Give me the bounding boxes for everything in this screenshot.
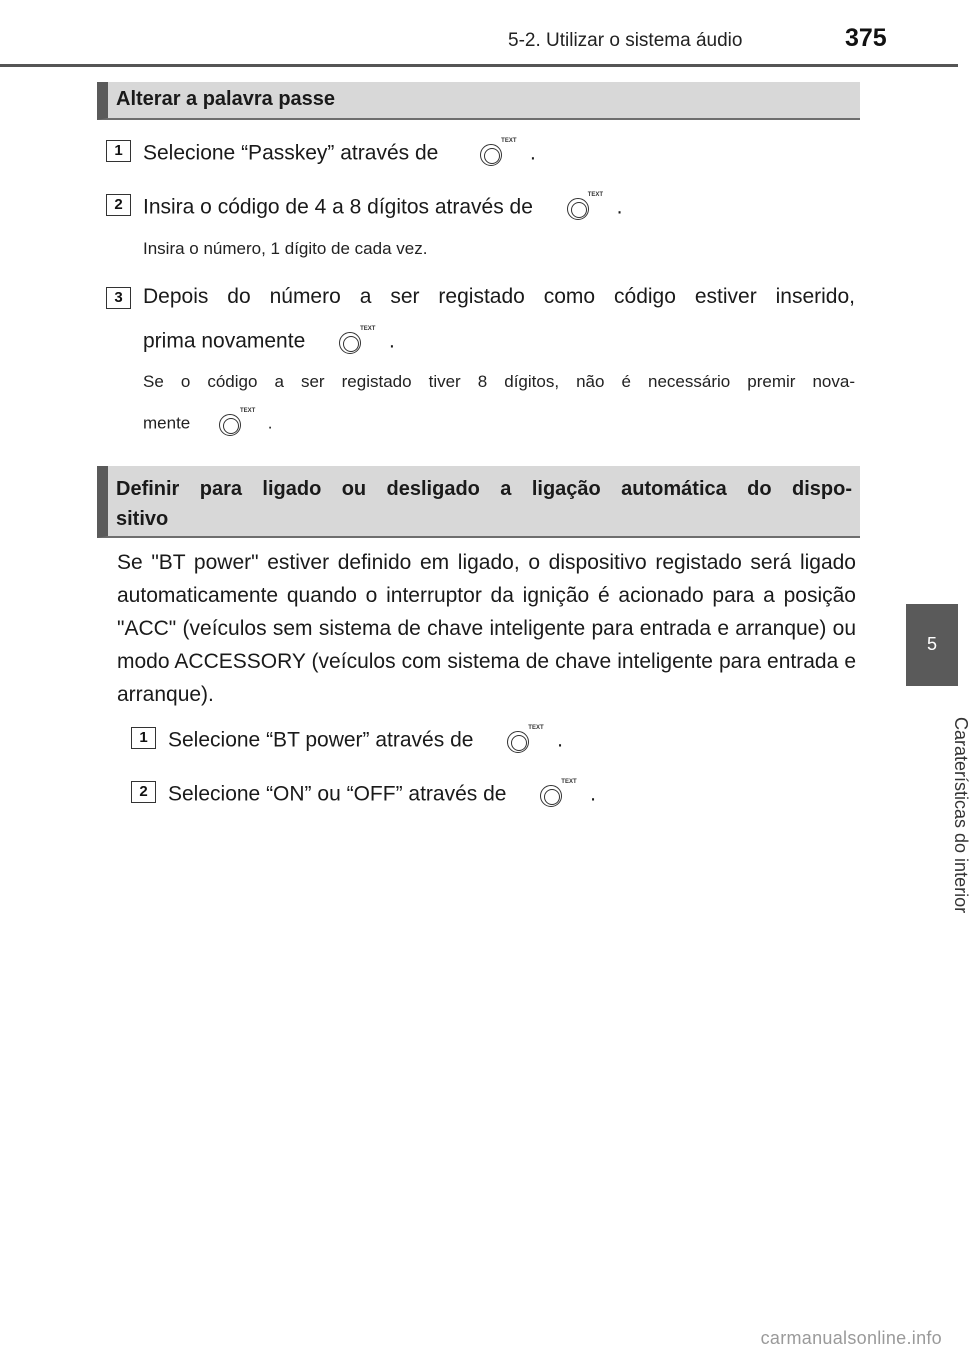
tune-select-knob-icon: TEXT bbox=[213, 410, 263, 438]
chapter-number: 5 bbox=[926, 634, 937, 654]
section-header-auto-connect bbox=[97, 466, 860, 538]
step-text: Selecione “Passkey” através de TEXT . bbox=[143, 140, 536, 168]
header-divider bbox=[0, 64, 958, 67]
tune-select-knob-icon: TEXT bbox=[534, 781, 584, 809]
section-header-change-passkey bbox=[97, 82, 860, 120]
step-number-badge: 2 bbox=[131, 781, 156, 803]
tune-select-knob-icon: TEXT bbox=[501, 727, 551, 755]
step-number-badge: 3 bbox=[106, 287, 131, 309]
step-note-line1: Se o código a ser registado tiver 8 dígitos, não é necessário premir nova- bbox=[143, 372, 855, 391]
footer-watermark: carmanualsonline.info bbox=[760, 1328, 942, 1348]
tune-select-knob-icon: TEXT bbox=[561, 194, 611, 222]
step-text-line2: prima novamente TEXT . bbox=[143, 328, 395, 356]
running-header-section: 5-2. Utilizar o sistema áudio bbox=[508, 30, 743, 51]
step-text: Insira o código de 4 a 8 dígitos através de TEXT . bbox=[143, 194, 622, 222]
tune-select-knob-icon: TEXT bbox=[474, 140, 524, 168]
section-title-line1: Definir para ligado ou desligado a ligação automática do dispo- bbox=[116, 478, 852, 500]
step-number-badge: 2 bbox=[106, 194, 131, 216]
step-note: Insira o número, 1 dígito de cada vez. bbox=[143, 239, 428, 258]
step-note-line2: mente TEXT . bbox=[143, 410, 272, 438]
step-number-badge: 1 bbox=[131, 727, 156, 749]
step-number-badge: 1 bbox=[106, 140, 131, 162]
tune-select-knob-icon: TEXT bbox=[333, 328, 383, 356]
chapter-label: Caraterísticas do interior bbox=[951, 716, 971, 914]
section-title-line2: sitivo bbox=[116, 508, 169, 530]
step-text: Selecione “BT power” através de TEXT . bbox=[168, 727, 563, 755]
body-paragraph: Se "BT power" estiver definido em ligado, o dispositivo registado será ligado automaticamente quando o interruptor da ignição é acionado para a posição "ACC" (veículos sem sistema de chave inteligente para entrada e arranque) ou modo ACCESSORY (veículos com sistema de chave inteligente para entrada e arranque). bbox=[117, 551, 856, 706]
chapter-tab bbox=[906, 604, 958, 686]
step-text: Selecione “ON” ou “OFF” através de TEXT . bbox=[168, 781, 596, 809]
step-text-line1: Depois do número a ser registado como código estiver inserido, bbox=[143, 285, 855, 308]
page-number: 375 bbox=[845, 24, 887, 52]
section-title: Alterar a palavra passe bbox=[116, 88, 336, 110]
